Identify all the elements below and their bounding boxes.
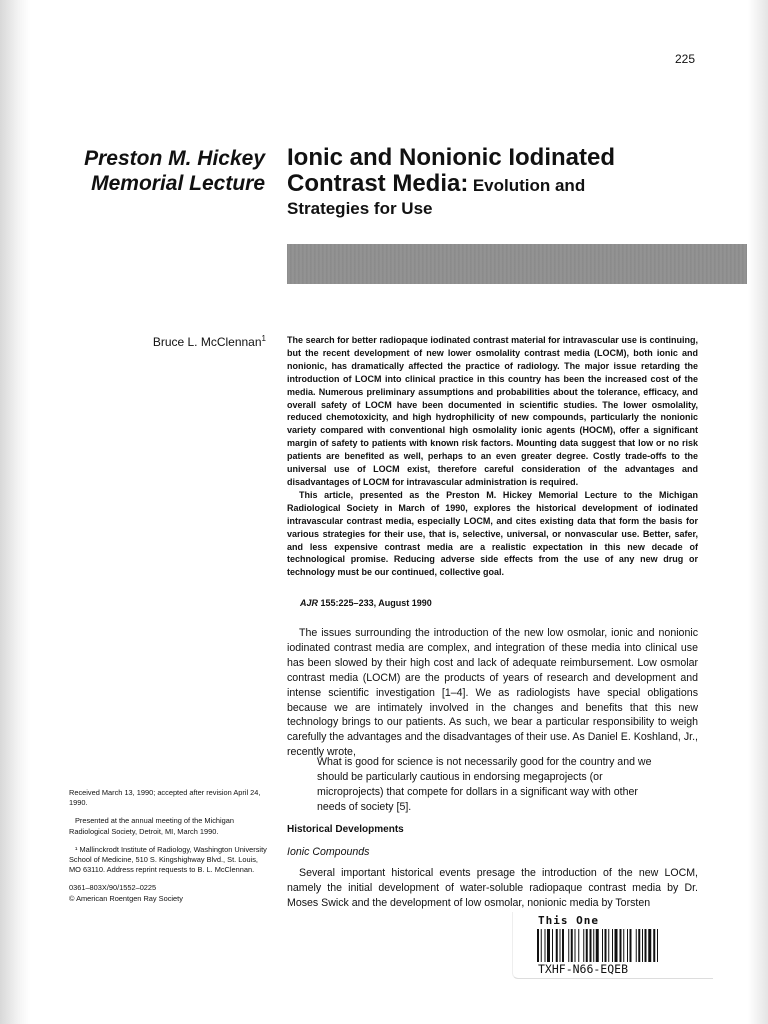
subsection-heading: Ionic Compounds — [287, 846, 370, 858]
author-name: Bruce L. McClennan — [152, 335, 262, 349]
journal-citation — [300, 598, 432, 608]
lecture-series-title — [40, 146, 265, 196]
title-line-2-main: Contrast Media: — [287, 170, 469, 197]
gray-banner — [287, 244, 747, 284]
footnotes — [69, 788, 269, 912]
intro-section — [287, 626, 698, 760]
author-footnote-mark: 1 — [261, 334, 266, 343]
footnote-presented: Presented at the annual meeting of the Michigan Radiological Society, Detroit, MI, March 1990. — [69, 816, 235, 836]
barcode-image — [537, 929, 702, 962]
footnote-received: Received March 13, 1990; accepted after revision April 24, 1990. — [69, 788, 261, 808]
abstract — [287, 334, 698, 579]
title-line-2-sub: Evolution and — [472, 176, 586, 195]
title-line-2 — [287, 171, 727, 200]
title-line-3: Strategies for Use — [287, 199, 433, 218]
lecture-series-line-1: Preston M. Hickey — [84, 147, 265, 170]
journal-name: AJR — [300, 598, 319, 608]
footnote-copyright: © American Roentgen Ray Society — [69, 893, 183, 903]
page-number: 225 — [674, 52, 695, 66]
lecture-series-line-2: Memorial Lecture — [91, 172, 265, 195]
footnote-affiliation: ¹ Mallinckrodt Institute of Radiology, Washington University School of Medicine, 510 S. Kingshighway Blvd., St. Louis, MO 63110. Address reprint requests to B. L. McClennan. — [69, 844, 267, 875]
footnote-issn: 0361–803X/90/1552–0225 — [69, 883, 157, 893]
stamp-label: This One — [538, 914, 599, 927]
abstract-paragraph-2: This article, presented as the Preston M. Hickey Memorial Lecture to the Michigan Radiological Society in March of 1990, explores the historical development of iodinated intravascular contrast media, especially LOCM, and cites existing data that form the basis for various strategies for their use, that is, selective, universal, or nonvascular use. Better, safer, and less expensive contrast media are a realistic expectation in this new decade of technological promise. Reducing adverse side effects from the use of any new drug or technology must be our continued, collective goal. — [287, 489, 698, 578]
section-heading: Historical Developments — [287, 824, 404, 835]
block-quote: What is good for science is not necessarily good for the country and we should be particularly cautious in endorsing megaprojects (or microprojects) that compete for dollars in a significant way with other needs of society [5]. — [317, 756, 652, 813]
barcode-id: TXHF-N66-EQEB — [538, 962, 629, 976]
body-paragraph: Several important historical events presage the introduction of the new LOCM, namely the initial development of water-soluble radiopaque contrast media by Dr. Moses Swick and the development of low osmolar, nonionic media by Torsten — [287, 867, 698, 909]
citation-details: 155:225–233, August 1990 — [320, 598, 432, 608]
abstract-paragraph-1: The search for better radiopaque iodinated contrast material for intravascular use is continuing, but the recent development of new lower osmolality contrast media (LOCM), both ionic and nonionic, has dramatically affected the practice of radiology. The major issue retarding the introduction of LOCM into clinical practice in this country has been the increased cost of the media. Numerous preliminary assumptions and probabilities about the tolerance, efficacy, and overall safety of LOCM have been documented in scientific studies. The lower osmolality, reduced chemotoxicity, and high hydrophilicity of new compounds, particularly the nonionic variety compared with conventional high osmolality ionic agents (HOCM), offer a significant margin of safety to patients with known risk factors. Mounting data suggest that low or no risk patients are benefited as well, perhaps to an even greater degree. Costly trade-offs to the universal use of LOCM exist, therefore careful consideration of the advantages and disadvantages of LOCM for intravascular administration is required. — [287, 335, 698, 487]
title-line-1: Ionic and Nonionic Iodinated — [287, 144, 615, 171]
intro-paragraph: The issues surrounding the introduction of the new low osmolar, ionic and nonionic iodinated contrast media are complex, and integration of these media into clinical use has been slowed by their high cost and lack of adequate reimbursement. Low osmolar contrast media (LOCM) are the products of years of research and development and intense scientific investigation [1–4]. We as radiologists have special obligations because we are intimately involved in the changes and benefits that this new technology brings to our patients. As such, we bear a particular responsibility to weigh carefully the advantages and the disadvantages of their use. As Daniel E. Koshland, Jr., recently wrote, — [287, 627, 698, 759]
article-title — [287, 145, 727, 200]
author-byline — [100, 334, 266, 349]
body-section — [287, 866, 698, 911]
